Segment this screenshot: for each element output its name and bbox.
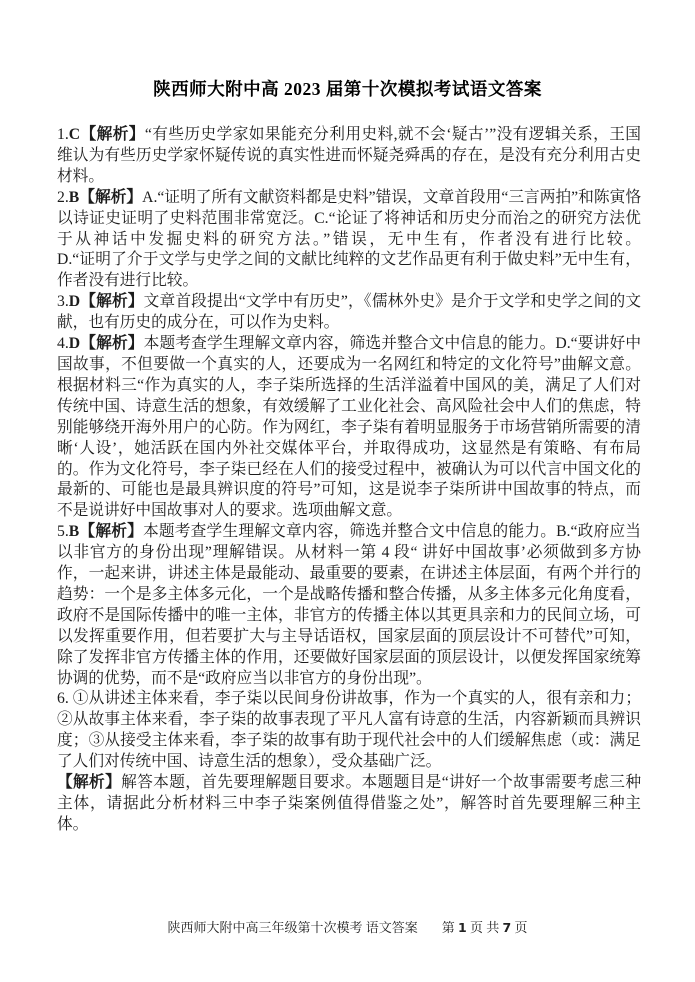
answer-paragraph-1 <box>57 125 641 188</box>
footer-page-total: 7 <box>502 920 512 935</box>
footer-page-label-pre: 第 <box>441 920 455 935</box>
answer-number: 5. <box>57 523 69 541</box>
answer-number: 4. <box>57 335 69 353</box>
answer-letter: D <box>68 293 81 311</box>
answer-paragraph-4 <box>57 334 641 522</box>
analysis-tag: 【解析】 <box>80 126 145 143</box>
answer-paragraph-6-analysis <box>57 773 641 836</box>
answer-paragraph-2b <box>57 250 641 292</box>
page-title: 陕西师大附中高 2023 届第十次模拟考试语文答案 <box>153 79 542 99</box>
answer-number: 2. <box>57 188 69 206</box>
answer-number: 6. <box>57 690 73 708</box>
footer-page-current: 1 <box>458 920 467 935</box>
answer-letter: B <box>68 188 80 206</box>
answer-text: 解答本题，首先要理解题目要求。本题题目是“讲好一个故事需要考虑三种主体，请据此分析材料三中李子柒案例值得借鉴之处”，解答时首先要理解三种主体。 <box>57 774 642 833</box>
analysis-tag: 【解析】 <box>80 335 144 353</box>
answer-paragraph-2a <box>57 188 641 251</box>
footer-doc-title: 陕西师大附中高三年级第十次模考 语文答案 <box>167 920 418 935</box>
footer-page-label-mid: 页 共 <box>470 920 500 935</box>
answer-text: A.“证明了所有文献资料都是史料”错误，文章首段用“三言两拍”和陈寅恪以诗证史证明了史料范围非常宽泛。C.“论证了将神话和历史分而治之的研究方法优于从神话中发掘史料的研究方法。”错误，无中生有，作者没有进行比较。 <box>57 188 642 248</box>
answer-paragraph-3 <box>57 292 641 334</box>
answer-text: 本题考查学生理解文章内容，筛选并整合文中信息的能力。D.“要讲好中国故事，不但要做一个真实的人，还要成为一名网红和特定的文化符号”曲解文意。根据材料三“作为真实的人，李子柒所选择的生活洋溢着中国风的美，满足了人们对传统中国、诗意生活的想象，有效缓解了工业化社会、高风险社会中人们的焦虑，特别能够绕开海外用户的心防。作为网红，李子柒有着明显服务于市场营销所需要的清晰‘人设’，她活跃在国内外社交媒体平台，并取得成功，这显然是有策略、有布局的。作为文化符号，李子柒已经在人们的接受过程中，被确认为可以代言中国文化的最新的、可能也是最具辨识度的符号”可知，这是说李子柒所讲中国故事的特点，而不是说讲好中国故事对人的要求。选项曲解文意。 <box>57 335 642 520</box>
answer-letter: D <box>68 335 81 353</box>
footer-page-info <box>442 920 528 935</box>
answer-paragraph-6 <box>57 689 641 773</box>
analysis-tag: 【解析】 <box>57 774 122 792</box>
answer-text: ①从讲述主体来看，李子柒以民间身份讲故事，作为一个真实的人，很有亲和力；②从故事主体来看，李子柒的故事表现了平凡人富有诗意的生活，内容新颖而具辨识度；③从接受主体来看，李子柒的故事有助于现代社会中的人们缓解焦虑（或：满足了人们对传统中国、诗意生活的想象），受众基础广泛。 <box>57 690 642 771</box>
footer-page-label-post: 页 <box>514 920 528 935</box>
answer-letter: C <box>68 126 81 143</box>
analysis-tag: 【解析】 <box>80 293 144 311</box>
analysis-tag: 【解析】 <box>79 188 143 206</box>
answer-paragraph-5 <box>57 522 641 689</box>
analysis-tag: 【解析】 <box>79 523 143 541</box>
page-footer <box>0 917 695 936</box>
answers-content <box>57 125 641 836</box>
answer-text: 本题考查学生理解文章内容，筛选并整合文中信息的能力。B.“政府应当以非官方的身份出现”理解错误。从材料一第 4 段“ 讲好中国故事’必须做到多方协作，一起来讲，讲述主体是最能动、最重要的要素，在讲述主体层面，有两个并行的趋势：一个是多主体多元化，一个是战略传播和整合传播，从多主体多元化角度看，政府不是国际传播中的唯一主体，非官方的传播主体以其更具亲和力的民间立场，可以发挥重要作用，但若要扩大与主导话语权，国家层面的顶层设计不可替代”可知，除了发挥非官方传播主体的作用，还要做好国家层面的顶层设计，以便发挥国家统筹协调的优势，而不是“政府应当以非官方的身份出现”。 <box>57 523 641 687</box>
answer-letter: B <box>68 523 80 541</box>
answer-number: 1. <box>57 126 69 143</box>
answer-text: D.“证明了介于文学与史学之间的文献比纯粹的文艺作品更有利于做史料”无中生有，作者没有进行比较。 <box>57 251 641 290</box>
answer-number: 3. <box>57 293 69 311</box>
answer-text: 文章首段提出“文学中有历史”，《儒林外史》是介于文学和史学之间的文献，也有历史的成分在，可以作为史料。 <box>57 293 642 332</box>
answer-text: “有些历史学家如果能充分利用史料,就不会‘疑古’”没有逻辑关系，王国维认为有些历史学家怀疑传说的真实性进而怀疑尧舜禹的存在，是没有充分利用古史材料。 <box>57 126 641 185</box>
